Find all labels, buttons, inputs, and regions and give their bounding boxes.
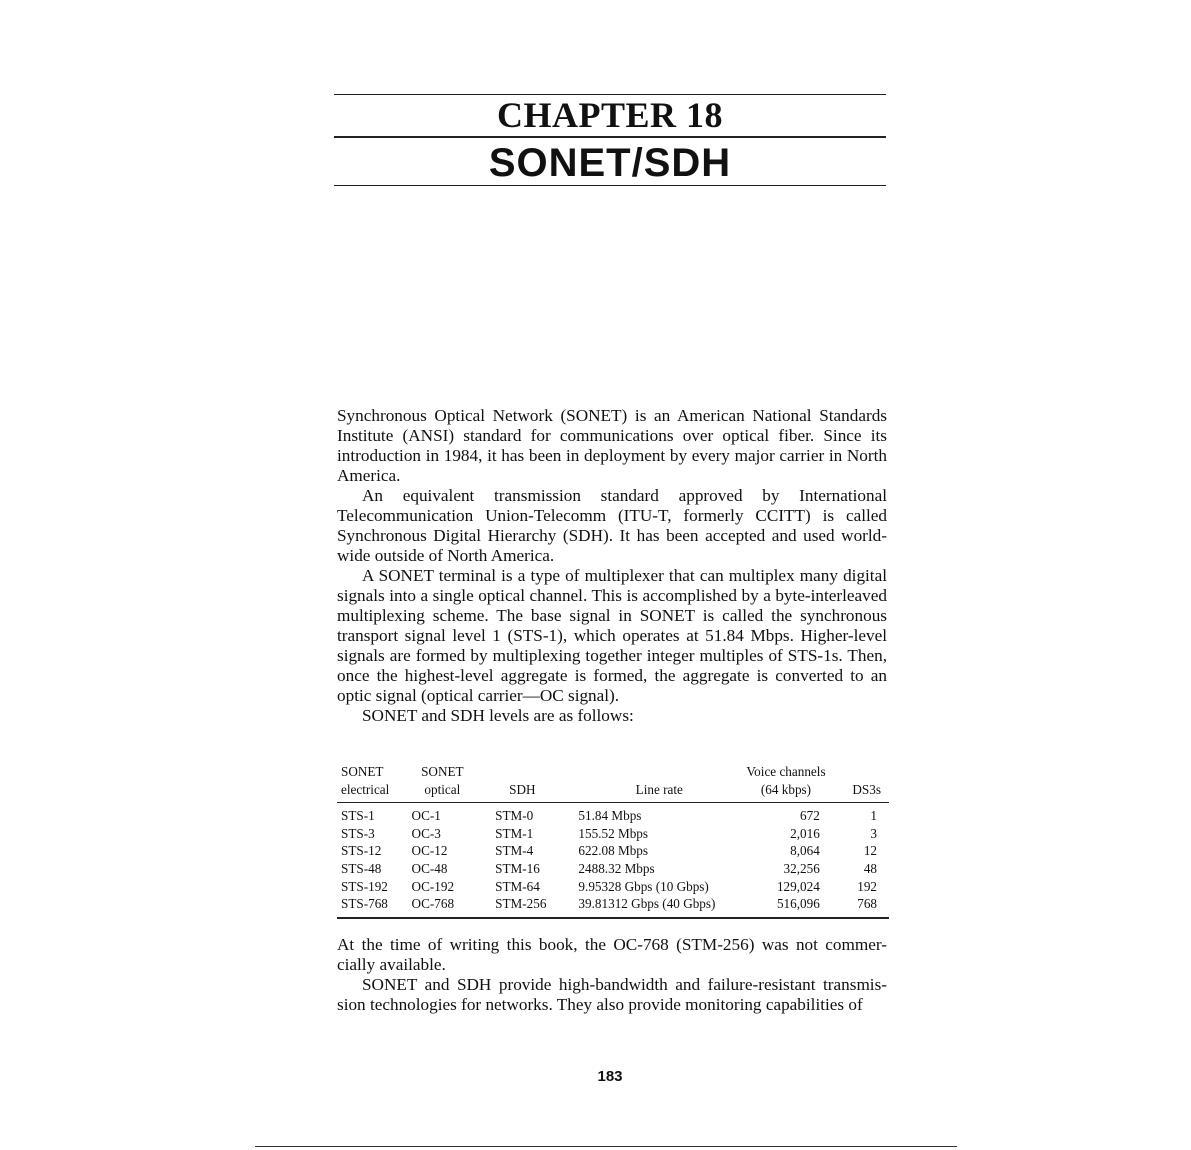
cell-electrical: STS-48 [341, 860, 382, 876]
cell-sdh: STM-1 [495, 825, 534, 841]
table-row [337, 842, 889, 860]
sonet-sdh-levels-table [337, 763, 889, 919]
cell-voice-channels: 8,064 [790, 843, 820, 859]
cell-voice-channels: 2,016 [790, 825, 820, 841]
header-sonet-electrical: SONET electrical [337, 763, 412, 803]
cell-ds3s: 192 [857, 878, 877, 894]
chapter-title: SONET/SDH [488, 141, 732, 185]
paragraph: An equivalent transmission standard approved by International Telecommunication Union-Telecomm (ITU-T, formerly CCITT) is called Synchronous Digital Hierarchy (SDH). It has been accepted and used world-wide outside of North America. [337, 486, 887, 565]
cell-sdh: STM-64 [495, 878, 540, 894]
table-header-row [337, 763, 889, 803]
header-line-rate: Line rate [578, 763, 740, 803]
header-sdh: SDH [495, 763, 578, 803]
paragraph: A SONET terminal is a type of multiplexer that can multiplex many digital signals into a single optical channel. This is accomplished by a byte-interleaved multiplexing scheme. The base signal in SONET is called the synchronous transport signal level 1 (STS-1), which operates at 51.84 Mbps. Higher-level signals are formed by multiplexing together integer multiples of STS-1s. Then, once the highest-level aggregate is formed, the aggregate is converted to an optic signal (optical carrier—OC signal). [337, 566, 887, 705]
cell-optical: OC-192 [411, 878, 455, 894]
chapter-middle-rule [334, 136, 886, 138]
cell-electrical: STS-3 [341, 825, 375, 841]
cell-ds3s: 48 [863, 860, 877, 876]
cell-voice-channels: 32,256 [783, 860, 820, 876]
cell-voice-channels: 672 [800, 808, 820, 824]
cell-optical: OC-48 [411, 860, 448, 876]
table-row [337, 860, 889, 878]
cell-optical: OC-768 [412, 895, 496, 918]
post-table-text [337, 935, 887, 1015]
cell-electrical: STS-768 [337, 895, 412, 918]
cell-line-rate: 9.95328 Gbps (10 Gbps) [578, 878, 709, 894]
cell-line-rate: 2488.32 Mbps [578, 860, 655, 876]
cell-voice-channels: 129,024 [776, 878, 820, 894]
page-bottom-rule [255, 1146, 957, 1147]
cell-line-rate: 51.84 Mbps [578, 808, 642, 824]
header-ds3s: DS3s [832, 763, 889, 803]
header-voice-channels: Voice channels (64 kbps) [740, 763, 832, 803]
paragraph: SONET and SDH levels are as follows: [362, 706, 634, 725]
cell-ds3s: 3 [870, 825, 877, 841]
chapter-label: CHAPTER 18 [496, 95, 723, 135]
cell-sdh: STM-0 [495, 808, 534, 824]
cell-ds3s: 768 [832, 895, 889, 918]
table-row [337, 825, 889, 843]
cell-sdh: STM-256 [495, 895, 578, 918]
table-row [337, 878, 889, 896]
paragraph: Synchronous Optical Network (SONET) is an American National Standards Institute (ANSI) standard for communications over optical fiber. Since its introduction in 1984, it has been in deployment by every major carrier in North America. [337, 406, 887, 485]
cell-optical: OC-3 [411, 825, 441, 841]
header-sonet-optical: SONET optical [412, 763, 496, 803]
cell-line-rate: 155.52 Mbps [578, 825, 649, 841]
page-number: 183 [597, 1068, 623, 1085]
cell-ds3s: 1 [870, 808, 877, 824]
cell-sdh: STM-16 [495, 860, 540, 876]
cell-ds3s: 12 [863, 843, 877, 859]
cell-sdh: STM-4 [495, 843, 534, 859]
cell-voice-channels: 516,096 [740, 895, 832, 918]
table-row [337, 895, 889, 918]
cell-electrical: STS-1 [341, 808, 375, 824]
cell-optical: OC-1 [411, 808, 441, 824]
cell-optical: OC-12 [411, 843, 448, 859]
paragraph: At the time of writing this book, the OC-768 (STM-256) was not commer-cially available. [337, 935, 887, 974]
cell-line-rate: 622.08 Mbps [578, 843, 649, 859]
table-row [337, 803, 889, 825]
cell-electrical: STS-12 [341, 843, 382, 859]
cell-line-rate: 39.81312 Gbps (40 Gbps) [578, 895, 740, 918]
chapter-bottom-rule [334, 185, 886, 186]
intro-text [337, 406, 887, 726]
cell-electrical: STS-192 [341, 878, 388, 894]
paragraph: SONET and SDH provide high-bandwidth and failure-resistant transmis-sion technologies for networks. They also provide monitoring capabilities of [337, 975, 887, 1014]
